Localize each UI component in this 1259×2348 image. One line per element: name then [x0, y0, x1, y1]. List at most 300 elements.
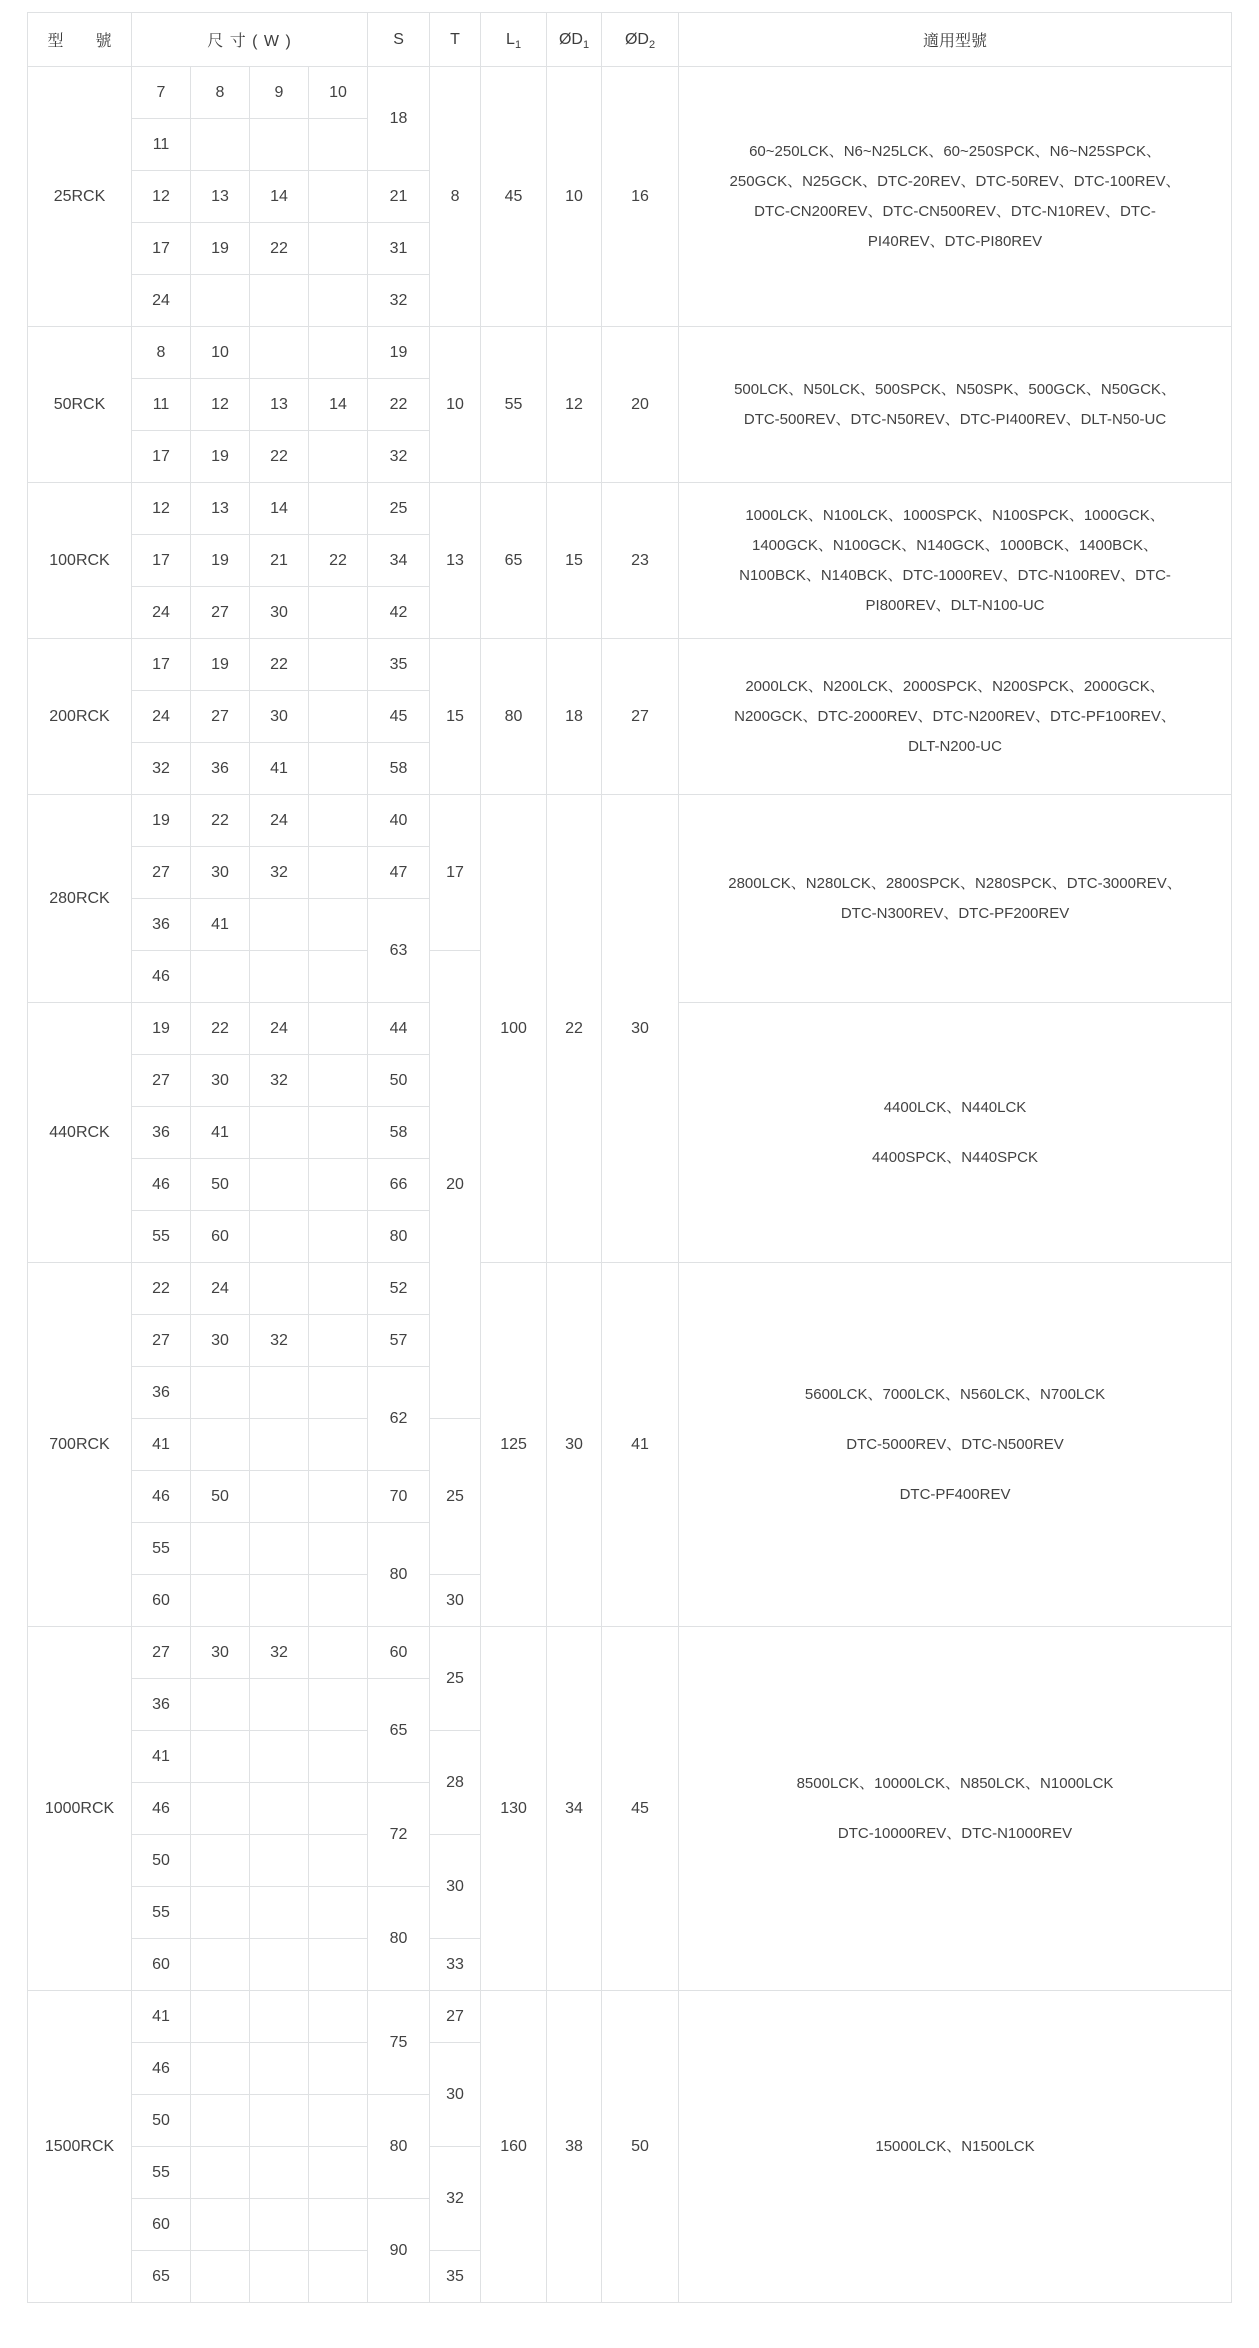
s-cell: 63 — [368, 899, 430, 1003]
s-cell: 21 — [368, 171, 430, 223]
applicable-models-line: 500LCK、N50LCK、500SPCK、N50SPK、500GCK、N50GCK、DTC-500REV、DTC-N50REV、DTC-PI400REV、DLT-N50-UC — [734, 380, 1176, 428]
w-cell: 10 — [309, 67, 368, 119]
w-cell — [309, 899, 368, 951]
w-cell — [309, 2095, 368, 2147]
s-cell: 47 — [368, 847, 430, 899]
w-cell: 19 — [132, 795, 191, 847]
t-cell: 8 — [430, 67, 481, 327]
w-cell — [309, 847, 368, 899]
w-cell — [250, 2147, 309, 2199]
applicable-models-cell — [679, 639, 1232, 795]
w-cell — [309, 2147, 368, 2199]
applicable-models-line: DTC-PF400REV — [899, 1485, 1011, 1503]
w-cell — [191, 2147, 250, 2199]
w-cell: 17 — [132, 223, 191, 275]
applicable-models-line: 2800LCK、N280LCK、2800SPCK、N280SPCK、DTC-3000REV、DTC-N300REV、DTC-PF200REV — [728, 874, 1182, 922]
w-cell: 19 — [191, 431, 250, 483]
s-cell: 58 — [368, 1107, 430, 1159]
w-cell: 30 — [191, 847, 250, 899]
column-header-app — [679, 13, 1232, 67]
w-cell — [309, 795, 368, 847]
applicable-models-line: 8500LCK、10000LCK、N850LCK、N1000LCK — [796, 1774, 1114, 1792]
w-cell — [191, 119, 250, 171]
applicable-models-cell — [679, 67, 1232, 327]
applicable-models-cell — [679, 795, 1232, 1003]
d2-cell: 45 — [602, 1627, 679, 1991]
column-label-subscript: 2 — [648, 38, 656, 51]
table-row — [28, 639, 1232, 691]
w-cell — [250, 1887, 309, 1939]
w-cell: 30 — [250, 691, 309, 743]
w-cell — [309, 639, 368, 691]
w-cell: 50 — [132, 2095, 191, 2147]
w-cell: 19 — [191, 223, 250, 275]
column-label-subscript: 1 — [582, 38, 590, 51]
w-cell: 32 — [250, 847, 309, 899]
w-cell: 41 — [132, 1419, 191, 1471]
t-cell: 25 — [430, 1419, 481, 1575]
model-cell: 700RCK — [28, 1263, 132, 1627]
w-cell: 36 — [132, 1679, 191, 1731]
s-cell: 90 — [368, 2199, 430, 2303]
t-cell: 17 — [430, 795, 481, 951]
applicable-models-cell — [679, 483, 1232, 639]
s-cell: 32 — [368, 275, 430, 327]
s-cell: 32 — [368, 431, 430, 483]
w-cell — [309, 743, 368, 795]
w-cell: 60 — [191, 1211, 250, 1263]
w-cell — [309, 2199, 368, 2251]
w-cell — [191, 1679, 250, 1731]
s-cell: 44 — [368, 1003, 430, 1055]
w-cell — [191, 1419, 250, 1471]
w-cell — [250, 899, 309, 951]
d1-cell: 22 — [547, 795, 602, 1263]
w-cell — [309, 1055, 368, 1107]
w-cell: 55 — [132, 2147, 191, 2199]
d2-cell: 23 — [602, 483, 679, 639]
applicable-models-line: 60~250LCK、N6~N25LCK、60~250SPCK、N6~N25SPCK、250GCK、N25GCK、DTC-20REV、DTC-50REV、DTC-100REV、DTC-CN200REV、DTC-CN500REV、DTC-N10REV、DTC-PI40REV、DTC-PI80REV — [729, 142, 1181, 250]
column-label: 尺 寸 ( W ) — [207, 33, 292, 50]
l1-cell: 45 — [481, 67, 547, 327]
t-cell: 35 — [430, 2251, 481, 2303]
w-cell: 19 — [191, 535, 250, 587]
w-cell: 55 — [132, 1211, 191, 1263]
table-row — [28, 327, 1232, 379]
w-cell: 50 — [191, 1159, 250, 1211]
w-cell: 7 — [132, 67, 191, 119]
t-cell: 15 — [430, 639, 481, 795]
w-cell: 32 — [250, 1627, 309, 1679]
applicable-models-line: 4400LCK、N440LCK — [883, 1098, 1027, 1116]
w-cell: 27 — [191, 691, 250, 743]
w-cell: 46 — [132, 1471, 191, 1523]
s-cell: 60 — [368, 1627, 430, 1679]
w-cell: 12 — [191, 379, 250, 431]
applicable-models-cell — [679, 1991, 1232, 2303]
d2-cell: 16 — [602, 67, 679, 327]
applicable-models-cell — [679, 1003, 1232, 1263]
w-cell: 65 — [132, 2251, 191, 2303]
w-cell — [309, 1627, 368, 1679]
w-cell: 41 — [132, 1991, 191, 2043]
w-cell: 55 — [132, 1523, 191, 1575]
w-cell — [309, 275, 368, 327]
w-cell: 24 — [132, 587, 191, 639]
w-cell: 50 — [132, 1835, 191, 1887]
s-cell: 72 — [368, 1783, 430, 1887]
s-cell: 31 — [368, 223, 430, 275]
w-cell — [309, 1783, 368, 1835]
w-cell — [250, 1471, 309, 1523]
w-cell — [309, 1575, 368, 1627]
applicable-models-line: 2000LCK、N200LCK、2000SPCK、N200SPCK、2000GCK、N200GCK、DTC-2000REV、DTC-N200REV、DTC-PF100REV、DLT-N200-UC — [734, 677, 1176, 755]
s-cell: 42 — [368, 587, 430, 639]
w-cell — [191, 951, 250, 1003]
w-cell: 22 — [250, 639, 309, 691]
w-cell: 24 — [132, 691, 191, 743]
s-cell: 80 — [368, 1887, 430, 1991]
w-cell: 22 — [191, 795, 250, 847]
w-cell — [250, 1835, 309, 1887]
w-cell — [309, 1835, 368, 1887]
t-cell: 30 — [430, 2043, 481, 2147]
w-cell: 12 — [132, 483, 191, 535]
w-cell: 60 — [132, 2199, 191, 2251]
model-cell: 100RCK — [28, 483, 132, 639]
w-cell — [309, 483, 368, 535]
column-label-subscript: 1 — [514, 38, 522, 51]
w-cell: 41 — [132, 1731, 191, 1783]
w-cell — [250, 1159, 309, 1211]
w-cell: 13 — [250, 379, 309, 431]
w-cell — [250, 2043, 309, 2095]
column-label: ØD — [624, 30, 649, 48]
w-cell: 41 — [191, 899, 250, 951]
l1-cell: 125 — [481, 1263, 547, 1627]
t-cell: 30 — [430, 1575, 481, 1627]
w-cell — [191, 2095, 250, 2147]
w-cell: 32 — [132, 743, 191, 795]
w-cell: 60 — [132, 1575, 191, 1627]
w-cell — [250, 2095, 309, 2147]
w-cell: 27 — [132, 847, 191, 899]
model-cell: 1500RCK — [28, 1991, 132, 2303]
w-cell: 50 — [191, 1471, 250, 1523]
w-cell — [309, 1419, 368, 1471]
d1-cell: 10 — [547, 67, 602, 327]
w-cell — [191, 2199, 250, 2251]
d1-cell: 15 — [547, 483, 602, 639]
w-cell: 8 — [132, 327, 191, 379]
w-cell — [309, 1679, 368, 1731]
s-cell: 80 — [368, 1211, 430, 1263]
d2-cell: 41 — [602, 1263, 679, 1627]
w-cell: 10 — [191, 327, 250, 379]
w-cell: 22 — [250, 431, 309, 483]
column-header-d2 — [602, 13, 679, 67]
w-cell — [309, 2251, 368, 2303]
w-cell — [309, 1263, 368, 1315]
s-cell: 62 — [368, 1367, 430, 1471]
w-cell — [191, 1887, 250, 1939]
w-cell: 24 — [132, 275, 191, 327]
s-cell: 58 — [368, 743, 430, 795]
t-cell: 32 — [430, 2147, 481, 2251]
w-cell: 30 — [191, 1315, 250, 1367]
applicable-models-cell — [679, 1627, 1232, 1991]
s-cell: 80 — [368, 2095, 430, 2199]
column-label: 適用型號 — [923, 33, 988, 50]
s-cell: 35 — [368, 639, 430, 691]
s-cell: 25 — [368, 483, 430, 535]
model-cell: 1000RCK — [28, 1627, 132, 1991]
table-row — [28, 483, 1232, 535]
applicable-models-line: 4400SPCK、N440SPCK — [872, 1148, 1038, 1166]
w-cell — [250, 1575, 309, 1627]
w-cell — [250, 951, 309, 1003]
s-cell: 80 — [368, 1523, 430, 1627]
table-row — [28, 1627, 1232, 1679]
w-cell: 8 — [191, 67, 250, 119]
applicable-models-cell — [679, 327, 1232, 483]
w-cell: 46 — [132, 951, 191, 1003]
table-row — [28, 67, 1232, 119]
model-cell: 25RCK — [28, 67, 132, 327]
model-cell: 200RCK — [28, 639, 132, 795]
w-cell: 27 — [132, 1315, 191, 1367]
l1-cell: 130 — [481, 1627, 547, 1991]
w-cell: 36 — [132, 1367, 191, 1419]
w-cell: 13 — [191, 483, 250, 535]
w-cell — [309, 223, 368, 275]
l1-cell: 160 — [481, 1991, 547, 2303]
w-cell — [309, 1003, 368, 1055]
w-cell: 41 — [250, 743, 309, 795]
t-cell: 33 — [430, 1939, 481, 1991]
t-cell: 28 — [430, 1731, 481, 1835]
column-header-l1 — [481, 13, 547, 67]
w-cell — [191, 1835, 250, 1887]
s-cell: 18 — [368, 67, 430, 171]
t-cell: 10 — [430, 327, 481, 483]
w-cell: 22 — [250, 223, 309, 275]
w-cell — [250, 1367, 309, 1419]
d1-cell: 12 — [547, 327, 602, 483]
w-cell — [250, 1731, 309, 1783]
s-cell: 52 — [368, 1263, 430, 1315]
table-row — [28, 1991, 1232, 2043]
w-cell — [191, 1367, 250, 1419]
applicable-models-cell — [679, 1263, 1232, 1627]
w-cell: 46 — [132, 1783, 191, 1835]
w-cell — [309, 1107, 368, 1159]
w-cell — [309, 119, 368, 171]
column-label: ØD — [558, 30, 583, 48]
t-cell: 25 — [430, 1627, 481, 1731]
s-cell: 22 — [368, 379, 430, 431]
l1-cell: 80 — [481, 639, 547, 795]
w-cell — [191, 1523, 250, 1575]
w-cell: 24 — [191, 1263, 250, 1315]
s-cell: 57 — [368, 1315, 430, 1367]
s-cell: 34 — [368, 535, 430, 587]
w-cell — [309, 1315, 368, 1367]
column-label: S — [393, 30, 404, 48]
w-cell — [309, 951, 368, 1003]
w-cell — [250, 1211, 309, 1263]
w-cell — [309, 691, 368, 743]
model-cell: 440RCK — [28, 1003, 132, 1263]
l1-cell: 100 — [481, 795, 547, 1263]
w-cell — [250, 1679, 309, 1731]
w-cell — [250, 1523, 309, 1575]
w-cell — [309, 171, 368, 223]
w-cell — [191, 1939, 250, 1991]
w-cell: 9 — [250, 67, 309, 119]
column-header-d1 — [547, 13, 602, 67]
w-cell — [191, 275, 250, 327]
s-cell: 45 — [368, 691, 430, 743]
w-cell: 41 — [191, 1107, 250, 1159]
w-cell — [309, 327, 368, 379]
w-cell: 19 — [191, 639, 250, 691]
header-row — [28, 13, 1232, 67]
column-label: L — [506, 30, 515, 48]
t-cell: 20 — [430, 951, 481, 1419]
w-cell: 14 — [250, 171, 309, 223]
w-cell — [191, 1991, 250, 2043]
w-cell — [309, 2043, 368, 2095]
d1-cell: 34 — [547, 1627, 602, 1991]
w-cell — [309, 1211, 368, 1263]
w-cell — [250, 1939, 309, 1991]
applicable-models-line: 5600LCK、7000LCK、N560LCK、N700LCK — [804, 1385, 1106, 1403]
w-cell: 13 — [191, 171, 250, 223]
w-cell: 32 — [250, 1055, 309, 1107]
table-row — [28, 795, 1232, 847]
w-cell: 46 — [132, 2043, 191, 2095]
w-cell — [309, 1523, 368, 1575]
w-cell — [309, 1991, 368, 2043]
w-cell — [250, 275, 309, 327]
w-cell: 60 — [132, 1939, 191, 1991]
column-header-s — [368, 13, 430, 67]
w-cell: 22 — [132, 1263, 191, 1315]
s-cell: 50 — [368, 1055, 430, 1107]
w-cell — [309, 587, 368, 639]
d1-cell: 30 — [547, 1263, 602, 1627]
w-cell: 14 — [250, 483, 309, 535]
w-cell: 46 — [132, 1159, 191, 1211]
w-cell — [309, 431, 368, 483]
w-cell — [191, 2251, 250, 2303]
w-cell — [309, 1731, 368, 1783]
w-cell — [250, 1107, 309, 1159]
s-cell: 19 — [368, 327, 430, 379]
d2-cell: 30 — [602, 795, 679, 1263]
w-cell: 14 — [309, 379, 368, 431]
w-cell — [191, 1575, 250, 1627]
column-header-t — [430, 13, 481, 67]
applicable-models-line: 1000LCK、N100LCK、1000SPCK、N100SPCK、1000GCK、1400GCK、N100GCK、N140GCK、1000BCK、1400BCK、N100BCK、N140BCK、DTC-1000REV、DTC-N100REV、DTC-PI800REV、DLT-N100-UC — [739, 506, 1171, 614]
t-cell: 13 — [430, 483, 481, 639]
w-cell — [250, 1263, 309, 1315]
t-cell: 27 — [430, 1991, 481, 2043]
column-label: 型 號 — [47, 33, 112, 50]
applicable-models-line: DTC-10000REV、DTC-N1000REV — [837, 1824, 1073, 1842]
w-cell: 55 — [132, 1887, 191, 1939]
s-cell: 65 — [368, 1679, 430, 1783]
w-cell — [250, 2199, 309, 2251]
w-cell: 36 — [132, 899, 191, 951]
w-cell: 17 — [132, 431, 191, 483]
column-header-model — [28, 13, 132, 67]
w-cell: 27 — [191, 587, 250, 639]
w-cell: 32 — [250, 1315, 309, 1367]
s-cell: 75 — [368, 1991, 430, 2095]
w-cell: 12 — [132, 171, 191, 223]
w-cell — [309, 1939, 368, 1991]
applicable-models-line: DTC-5000REV、DTC-N500REV — [846, 1435, 1064, 1453]
w-cell: 11 — [132, 379, 191, 431]
w-cell — [191, 1731, 250, 1783]
w-cell: 22 — [191, 1003, 250, 1055]
w-cell: 24 — [250, 1003, 309, 1055]
w-cell — [309, 1367, 368, 1419]
d1-cell: 18 — [547, 639, 602, 795]
spec-table — [27, 12, 1232, 2303]
w-cell: 17 — [132, 535, 191, 587]
w-cell — [309, 1159, 368, 1211]
l1-cell: 55 — [481, 327, 547, 483]
w-cell — [250, 2251, 309, 2303]
column-header-w — [132, 13, 368, 67]
applicable-models-line: 15000LCK、N1500LCK — [875, 2137, 1035, 2155]
w-cell: 30 — [191, 1627, 250, 1679]
w-cell: 24 — [250, 795, 309, 847]
w-cell — [250, 119, 309, 171]
t-cell: 30 — [430, 1835, 481, 1939]
l1-cell: 65 — [481, 483, 547, 639]
w-cell: 36 — [191, 743, 250, 795]
w-cell: 11 — [132, 119, 191, 171]
s-cell: 70 — [368, 1471, 430, 1523]
w-cell — [250, 327, 309, 379]
table-row — [28, 1263, 1232, 1315]
d1-cell: 38 — [547, 1991, 602, 2303]
d2-cell: 27 — [602, 639, 679, 795]
s-cell: 40 — [368, 795, 430, 847]
w-cell: 17 — [132, 639, 191, 691]
w-cell: 21 — [250, 535, 309, 587]
model-cell: 50RCK — [28, 327, 132, 483]
column-label: T — [450, 30, 460, 48]
w-cell — [309, 1471, 368, 1523]
w-cell — [191, 1783, 250, 1835]
w-cell: 27 — [132, 1055, 191, 1107]
s-cell: 66 — [368, 1159, 430, 1211]
w-cell — [191, 2043, 250, 2095]
w-cell — [309, 1887, 368, 1939]
d2-cell: 20 — [602, 327, 679, 483]
w-cell: 30 — [191, 1055, 250, 1107]
w-cell — [250, 1783, 309, 1835]
w-cell: 36 — [132, 1107, 191, 1159]
w-cell: 30 — [250, 587, 309, 639]
d2-cell: 50 — [602, 1991, 679, 2303]
w-cell — [250, 1991, 309, 2043]
